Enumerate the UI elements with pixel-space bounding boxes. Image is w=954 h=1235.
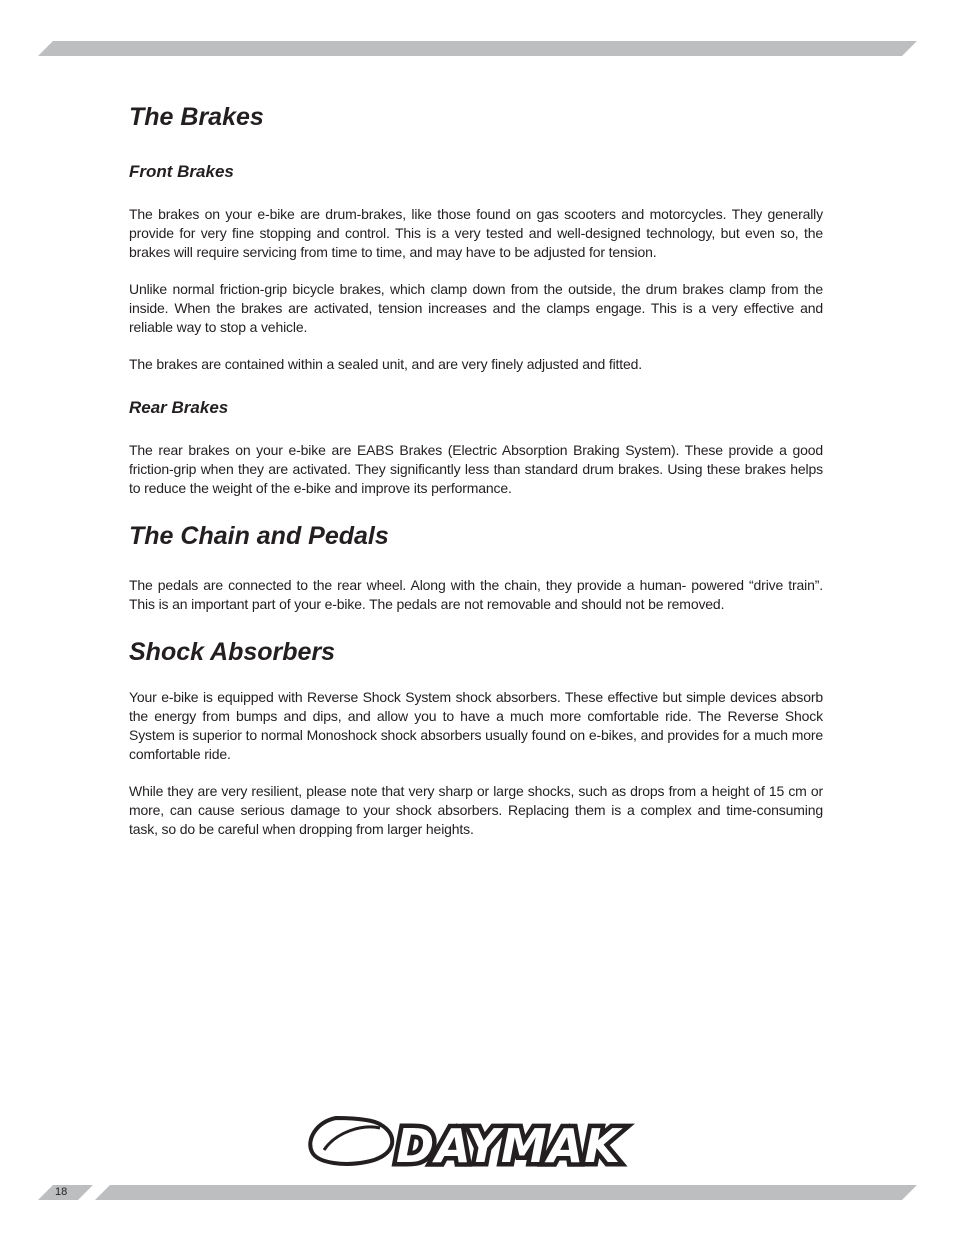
page-number: 18: [55, 1186, 68, 1198]
heading-brakes: The Brakes: [129, 103, 264, 131]
paragraph-chain-pedals: The pedals are connected to the rear wheel. Along with the chain, they provide a human- powered “drive train”. This is an important part of your e-bike. The pedals are not removable and should not be removed.: [129, 577, 823, 612]
logo-wordmark: DAYMAK: [396, 1119, 621, 1168]
paragraph-rear-brakes: The rear brakes on your e-bike are EABS Brakes (Electric Absorption Braking System). These provide a good friction-grip when they are activated. They significantly less than standard drum brakes. Using these brakes helps to reduce the weight of the e-bike and improve its performance.: [129, 442, 823, 496]
paragraph-front-brakes-3: The brakes are contained within a sealed unit, and are very finely adjusted and fitted.: [129, 356, 643, 372]
heading-shock-absorbers: Shock Absorbers: [129, 638, 336, 666]
subheading-rear-brakes: Rear Brakes: [129, 398, 229, 417]
footer-bar: [95, 1185, 917, 1200]
paragraph-front-brakes-1: The brakes on your e-bike are drum-brakes, like those found on gas scooters and motorcycles. They generally provide for very fine stopping and control. This is a very tested and well-designed technology, but even so, the brakes will require servicing from time to time, and may have to be adjusted for tension.: [129, 206, 823, 260]
heading-chain-pedals: The Chain and Pedals: [129, 522, 389, 550]
subheading-front-brakes: Front Brakes: [129, 162, 234, 181]
daymak-logo: [306, 1110, 650, 1168]
paragraph-front-brakes-2: Unlike normal friction-grip bicycle brakes, which clamp down from the outside, the drum brakes clamp from the inside. When the brakes are activated, tension increases and the clamps engage. This is a very effective and reliable way to stop a vehicle.: [129, 281, 823, 335]
header-bar: [38, 41, 917, 56]
paragraph-shock-absorbers-2: While they are very resilient, please note that very sharp or large shocks, such as drops from a height of 15 cm or more, can cause serious damage to your shock absorbers. Replacing them is a complex and time-consuming task, so do be careful when dropping from larger heights.: [129, 783, 823, 837]
paragraph-shock-absorbers-1: Your e-bike is equipped with Reverse Shock System shock absorbers. These effective but simple devices absorb the energy from bumps and dips, and allow you to have a much more comfortable ride. The Reverse Shock System is superior to normal Monoshock shock absorbers usually found on e-bikes, and provides for a much more comfortable ride.: [129, 689, 823, 762]
